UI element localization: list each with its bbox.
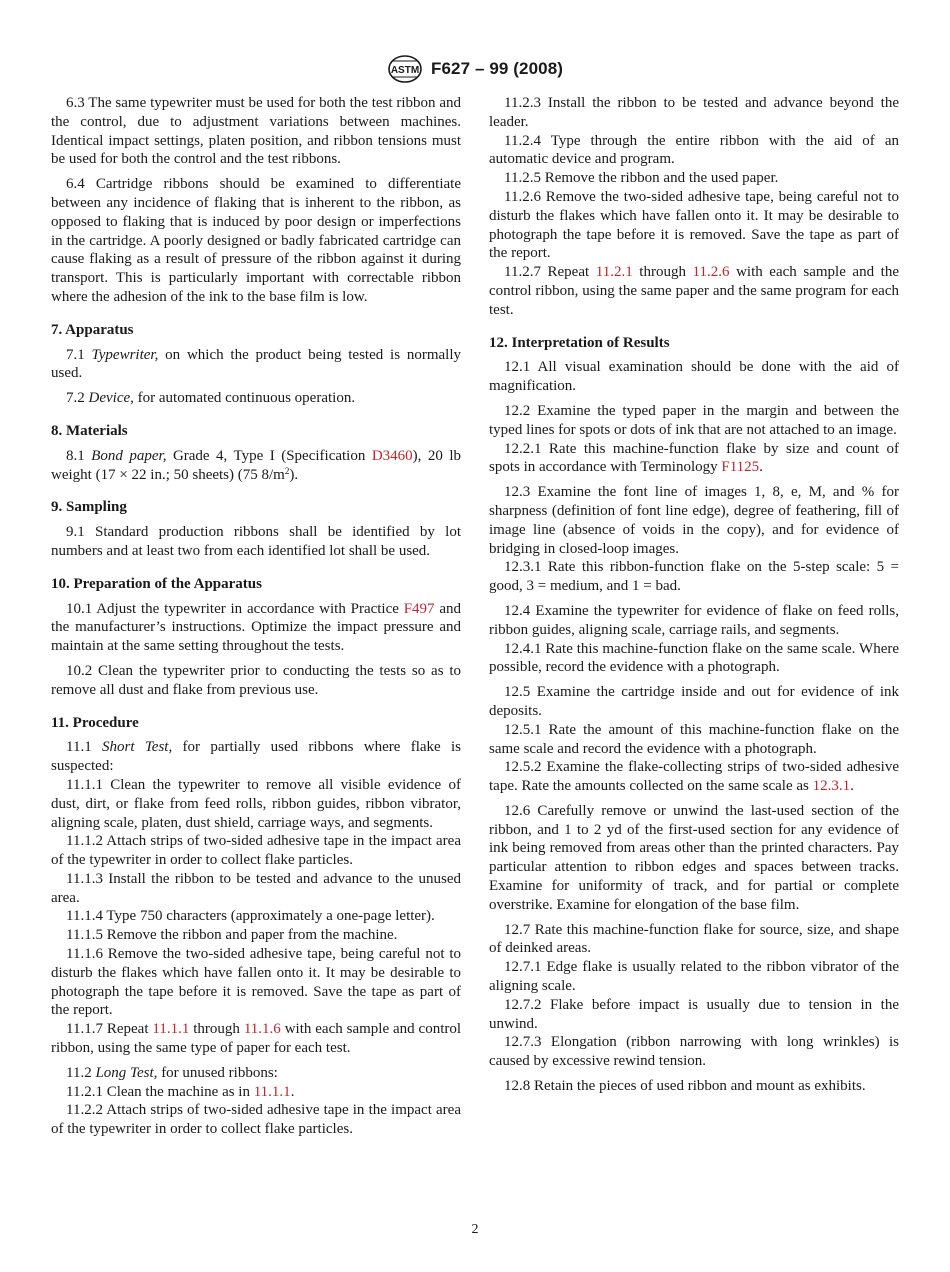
paragraph-12-2: 12.2 Examine the typed paper in the margin and between the typed lines for spots or dots of ink that are not attached to an image. — [489, 402, 899, 438]
link-11-1-1-b[interactable]: 11.1.1 — [253, 1083, 291, 1100]
link-12-3-1[interactable]: 12.3.1 — [812, 778, 851, 795]
paragraph-12-7-3: 12.7.3 Elongation (ribbon narrowing with long wrinkles) is caused by excessive rewind tension. — [489, 1034, 899, 1070]
paragraph-12-5-1: 12.5.1 Rate the amount of this machine-function flake on the same scale and record the evidence with a photograph. — [489, 721, 899, 757]
link-11-2-1[interactable]: 11.2.1 — [595, 264, 633, 281]
paragraph-6-4: 6.4 Cartridge ribbons should be examined to differentiate between any incidence of flaking that is inherent to the ribbon, as opposed to flaking that is induced by poor design or imperfections in the cartridge. A poorly designed or badly fabricated cartridge can cause flaking as a result of pressure of the ribbon against it during transport. This is particularly important with correctable ribbon where the adhesion of the ink to the base film is low. — [51, 176, 461, 305]
paragraph-8-1: 8.1 Bond paper, Grade 4, Type I (Specification D3460), 20 lb weight (17 × 22 in.; 50 sheets) (75 $8/m^2$). — [51, 447, 462, 483]
section-heading-12: 12. Interpretation of Results — [489, 334, 670, 351]
section-heading-10: 10. Preparation of the Apparatus — [51, 575, 262, 592]
paragraph-12-6: 12.6 Carefully remove or unwind the last-used section of the ribbon, and 1 to 2 yd of the first-used section for any evidence of ink being removed from areas other than the printed characters. Pay particular attention to ribbon edges and spaces between tracks. Examine for uniformity of track, and for partial or complete overstrike. Examine for elongation of the base film. — [489, 802, 899, 913]
paragraph-12-1: 12.1 All visual examination should be done with the aid of magnification. — [489, 359, 899, 395]
paragraph-11-1-6: 11.1.6 Remove the two-sided adhesive tape, being careful not to disturb the flakes which have fallen onto it. It may be desirable to photograph the tape before it is removed. Save the tape as part of the report. — [51, 946, 461, 1019]
link-f497[interactable]: F497 — [403, 600, 435, 617]
paragraph-12-4: 12.4 Examine the typewriter for evidence of flake on feed rolls, ribbon guides, aligning scale, carriage rails, and segments. — [489, 602, 899, 638]
paragraph-12-8: 12.8 Retain the pieces of used ribbon and mount as exhibits. — [504, 1078, 866, 1095]
paragraph-9-1: 9.1 Standard production ribbons shall be identified by lot numbers and at least two from each identified lot shall be used. — [51, 524, 461, 559]
paragraph-11-1-1: 11.1.1 Clean the typewriter to remove all visible evidence of dust, dirt, or flake from feed rolls, ribbon guides, ribbon vibrator, aligning scale, platen, dust shield, carriage ways, and segments. — [51, 776, 461, 831]
section-heading-11: 11. Procedure — [51, 714, 139, 731]
paragraph-10-2: 10.2 Clean the typewriter prior to conducting the tests so as to remove all dust and flake from previous use. — [51, 662, 461, 698]
paragraph-12-2-1: 12.2.1 Rate this machine-function flake by size and count of spots in accordance with Terminology F1125. — [489, 440, 899, 476]
paragraph-11-1-3: 11.1.3 Install the ribbon to be tested and advance to the unused area. — [51, 870, 461, 906]
right-column — [489, 94, 899, 1096]
paragraph-11-2-3: 11.2.3 Install the ribbon to be tested and advance beyond the leader. — [489, 95, 899, 130]
paragraph-12-3-1: 12.3.1 Rate this ribbon-function flake on the 5-step scale: 5 = good, 3 = medium, and 1 = bad. — [489, 559, 899, 595]
paragraph-6-3: 6.3 The same typewriter must be used for both the test ribbon and the control, due to adjustment variations between machines. Identical impact settings, platen position, and ribbon tensions must be used for both the control and the test ribbons. — [51, 95, 461, 168]
left-column — [51, 94, 461, 1139]
page-number: 2 — [471, 1222, 479, 1237]
paragraph-11-1: 11.1 Short Test, for partially used ribbons where flake is suspected: — [51, 739, 461, 775]
paragraph-12-3: 12.3 Examine the font line of images 1, 8, e, M, and % for sharpness (definition of font line edge), degree of feathering, fill of image line (absence of voids in the copy), and for evidence of bridging in closed-loop images. — [489, 484, 899, 557]
paragraph-12-7-2: 12.7.2 Flake before impact is usually due to tension in the unwind. — [489, 996, 899, 1032]
paragraph-11-2-5: 11.2.5 Remove the ribbon and the used paper. — [504, 170, 779, 187]
paragraph-11-2-2: 11.2.2 Attach strips of two-sided adhesive tape in the impact area of the typewriter in order to collect flake particles. — [51, 1102, 461, 1138]
page-header — [0, 52, 950, 86]
paragraph-12-5-2: 12.5.2 Examine the flake-collecting strips of two-sided adhesive tape. Rate the amounts collected on the same scale as 12.3.1. — [489, 759, 899, 795]
astm-logo-icon — [387, 54, 423, 84]
link-d3460[interactable]: D3460 — [371, 447, 413, 464]
paragraph-11-2-4: 11.2.4 Type through the entire ribbon with the aid of an automatic device and program. — [489, 132, 899, 168]
paragraph-11-2-7: 11.2.7 Repeat 11.2.1 through 11.2.6 with each sample and the control ribbon, using the same paper and the same program for each test. — [489, 264, 899, 318]
paragraph-12-7: 12.7 Rate this machine-function flake for source, size, and shape of deinked areas. — [489, 921, 899, 957]
section-heading-9: 9. Sampling — [51, 499, 127, 516]
paragraph-12-5: 12.5 Examine the cartridge inside and out for evidence of ink deposits. — [489, 684, 899, 719]
section-heading-8: 8. Materials — [51, 422, 128, 439]
document-id: F627 – 99 (2008) — [430, 59, 564, 78]
paragraph-7-2: 7.2 Device, for automated continuous operation. — [66, 390, 356, 407]
paragraph-11-1-7: 11.1.7 Repeat 11.1.1 through 11.1.6 with each sample and control ribbon, using the same type of paper for each test. — [51, 1021, 462, 1057]
svg-text:ASTM: ASTM — [390, 65, 420, 76]
link-11-1-1[interactable]: 11.1.1 — [152, 1021, 190, 1038]
section-heading-7: 7. Apparatus — [51, 321, 134, 338]
link-11-2-6[interactable]: 11.2.6 — [692, 264, 730, 281]
paragraph-11-1-4: 11.1.4 Type 750 characters (approximately a one-page letter). — [66, 908, 435, 925]
paragraph-12-4-1: 12.4.1 Rate this machine-function flake on the same scale. Where possible, record the evidence with a photograph. — [489, 640, 899, 676]
paragraph-12-7-1: 12.7.1 Edge flake is usually related to the ribbon vibrator of the aligning scale. — [489, 959, 899, 995]
paragraph-11-2-6: 11.2.6 Remove the two-sided adhesive tape, being careful not to disturb the flakes which have fallen onto it. It may be desirable to photograph the tape before it is removed. Save the tape as part of the report. — [489, 188, 899, 262]
paragraph-11-1-2: 11.1.2 Attach strips of two-sided adhesive tape in the impact area of the typewriter in order to collect flake particles. — [51, 833, 461, 869]
paragraph-11-1-5: 11.1.5 Remove the ribbon and paper from the machine. — [66, 927, 398, 944]
paragraph-11-2-1: 11.2.1 Clean the machine as in 11.1.1. — [66, 1083, 295, 1100]
link-f1125[interactable]: F1125 — [721, 459, 760, 476]
paragraph-7-1: 7.1 Typewriter, on which the product being tested is normally used. — [51, 346, 461, 382]
link-11-1-6[interactable]: 11.1.6 — [243, 1021, 281, 1038]
paragraph-10-1: 10.1 Adjust the typewriter in accordance with Practice F497 and the manufacturer’s instructions. Optimize the impact pressure and maintain at the same setting throughout the tests. — [51, 600, 461, 655]
paragraph-11-2: 11.2 Long Test, for unused ribbons: — [66, 1064, 278, 1081]
